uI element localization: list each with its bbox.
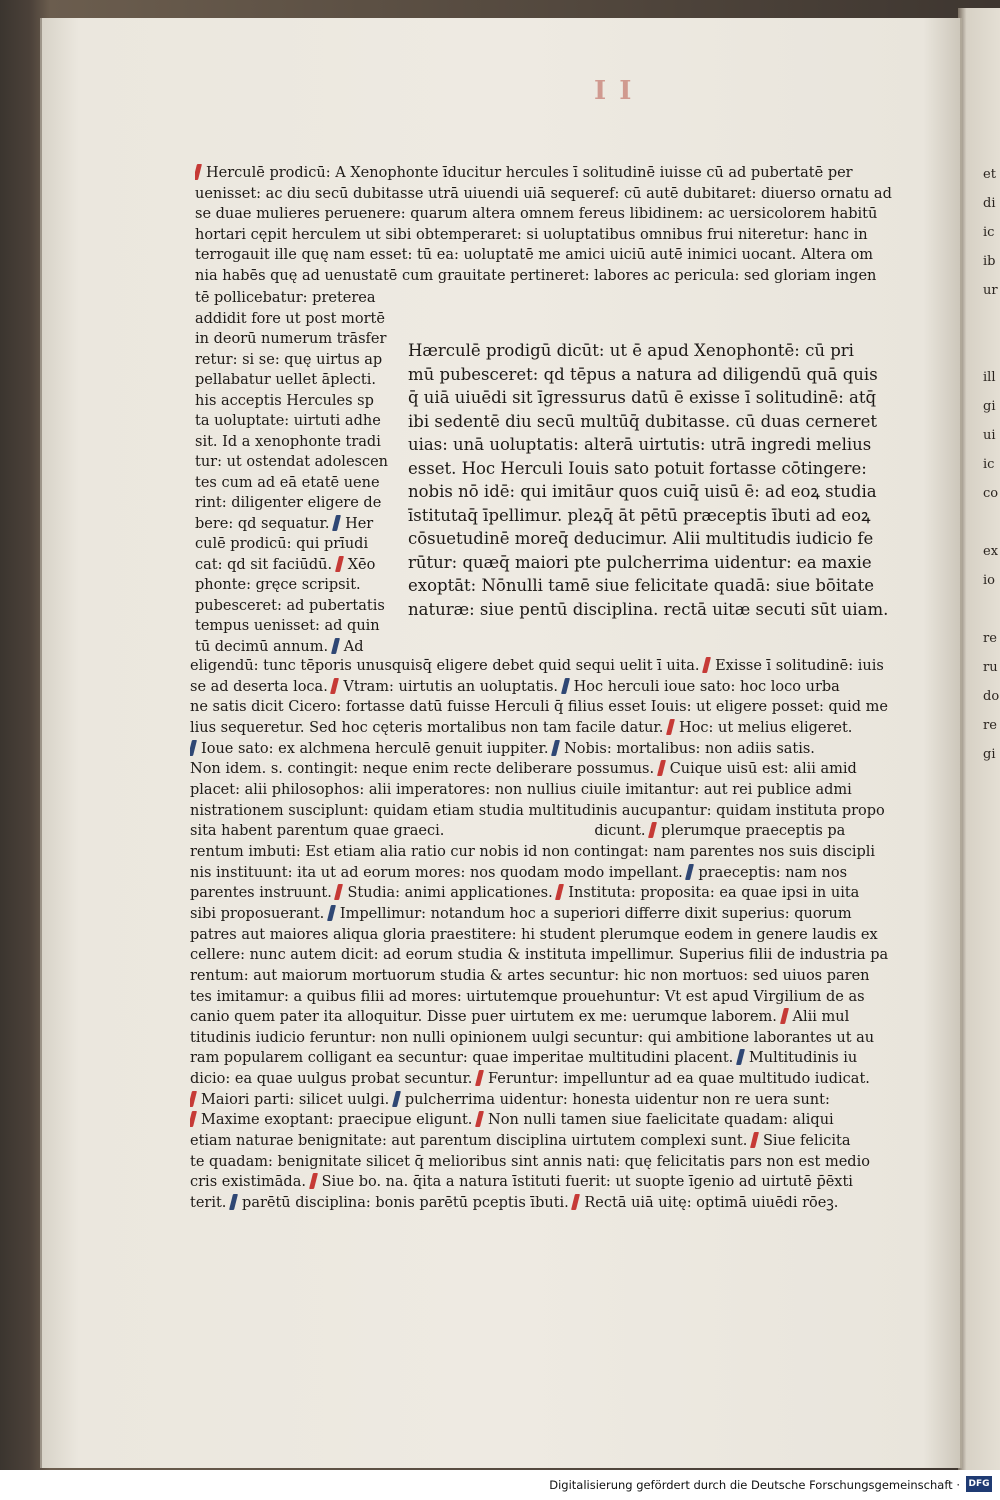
- text-line: titudinis iudicio feruntur: non nulli opinionem uulgi secuntur: qui ambitione laborantes ut au: [190, 1029, 875, 1046]
- red-paragraph-mark-icon: [195, 164, 202, 180]
- text-line: ta uoluptate: uirtuti adhe: [195, 413, 381, 429]
- digitization-credit: Digitalisierung gefördert durch die Deutsche Forschungsgemeinschaft ·: [549, 1478, 960, 1492]
- blue-paragraph-mark-icon: [685, 864, 694, 880]
- text-line: eligendū: tunc tēporis unusquisq̄ eligere debet quid sequi uelit ī uita. Exisse ī solitudinē: iuis: [190, 658, 884, 674]
- red-paragraph-mark-icon: [571, 1194, 580, 1210]
- text-line: rint: diligenter eligere de: [195, 495, 382, 511]
- text-line: nistrationem susciplunt: quidam etiam studia multitudinis aucupantur: quidam instituta propo: [190, 802, 885, 819]
- blue-paragraph-mark-icon: [736, 1049, 745, 1065]
- text-line: etiam naturae benignitate: aut parentum disciplina uirtutem complexi sunt. Siue felicita: [190, 1133, 851, 1150]
- red-paragraph-mark-icon: [475, 1070, 484, 1086]
- text-line: retur: si se: quę uirtus ap: [195, 351, 383, 368]
- text-line: sibi proposuerant. Impellimur: notandum hoc a superiori differre dixit superius: quorum: [190, 905, 852, 922]
- text-line: se duae mulieres peruenere: quarum altera omnem fereus libidinem: ac uersicolorem habitū: [195, 206, 878, 223]
- commentary-left-column: [195, 288, 388, 657]
- text-line: hortari cępit herculem ut sibi obtemperaret: si uoluptatibus omnibus frui niteretur: hanc in: [195, 226, 868, 243]
- text-line: ne satis dicit Cicero: fortasse datū fuisse Herculi q̄ filius esset Iouis: ut eligere posset: quid me: [190, 699, 888, 716]
- text-line: Maiori parti: silicet uulgi. pulcherrima uidentur: honesta uidentur non re uera sunt:: [190, 1090, 888, 1111]
- text-line: nobis nō idē: qui imitāur quos cuiq̄ uisū ē: ad eoꝝ studia: [408, 482, 877, 501]
- text-line: in deorū numerum trāsfer: [195, 331, 387, 347]
- red-paragraph-mark-icon: [555, 884, 564, 900]
- text-line: placet: alii philosophos: alii imperatores: non nullius ciuile imitantur: aut rei publice admi: [190, 781, 852, 798]
- text-line: terit. parētū disciplina: bonis parētū pceptis ībuti. Rectā uiā uitę: optimā uiuēdi rōeꝫ.: [190, 1195, 839, 1212]
- blue-paragraph-mark-icon: [561, 678, 570, 694]
- red-paragraph-mark-icon: [190, 1111, 197, 1127]
- red-paragraph-mark-icon: [702, 657, 711, 673]
- facing-page-text: et di ic ib ur ill gi ui ic co ex io re ru do re gi: [983, 167, 1000, 762]
- text-line: nia habēs quę ad uenustatē cum grauitate pertineret: labores ac pericula: sed gloriam ingen: [195, 267, 877, 284]
- text-line: tes imitamur: a quibus filii ad mores: uirtutemque prouehuntur: Vt est apud Virgilium de as: [190, 988, 865, 1005]
- text-line: culē prodicū: qui prīudi: [195, 536, 369, 552]
- blue-paragraph-mark-icon: [331, 638, 340, 654]
- blue-paragraph-mark-icon: [327, 905, 336, 921]
- text-line: patres aut maiores aliqua gloria praestitere: hi student plerumque eodem in genere laudis ex: [190, 926, 878, 943]
- red-paragraph-mark-icon: [330, 678, 339, 694]
- text-line: tes cum ad eā etatē uene: [195, 474, 380, 491]
- text-line: terrogauit ille quę nam esset: tū ea: uoluptatē me amici uiciū autē inimici uocant. Altera om: [195, 247, 874, 264]
- text-line: Herculē prodicū: A Xenophonte īducitur hercules ī solitudinē iuisse cū ad pubertatē per: [195, 163, 892, 184]
- text-line: sita habent parentum quae graeci. dicunt. plerumque praeceptis pa: [190, 823, 846, 840]
- text-line: ibi sedentē diu secū multūq̄ dubitasse. cū duas cerneret: [408, 411, 877, 431]
- text-line: nis instituunt: ita ut ad eorum mores: nos quodam modo impellant. praeceptis: nam nos: [190, 864, 848, 881]
- red-paragraph-mark-icon: [750, 1132, 759, 1148]
- text-line: cris existimāda. Siue bo. na. q̄ita a natura īstituti fuerit: ut suopte īgenio ad uirtutē p̄ēxti: [190, 1174, 853, 1191]
- red-paragraph-mark-icon: [666, 719, 675, 735]
- text-line: pellabatur uellet āplecti.: [195, 372, 376, 388]
- text-line: mū pubesceret: qd tēpus a natura ad diligendū quā quis: [408, 364, 878, 384]
- text-line: Maxime exoptant: praecipue eligunt. Non nulli tamen siue faelicitate quadam: aliqui: [190, 1110, 888, 1131]
- text-line: parentes instruunt. Studia: animi applicationes. Instituta: proposita: ea quae ipsi in uita: [190, 885, 860, 902]
- text-line: lius sequeretur. Sed hoc cęteris mortalibus non tam facile datur. Hoc: ut melius eligeret.: [190, 719, 853, 736]
- text-line: rentum imbuti: Est etiam alia ratio cur nobis id non contingat: nam parentes nos suis discipli: [190, 843, 876, 860]
- text-line: īstitutaq̄ īpellimur. pleꝝq̄ āt pētū præceptis ībuti ad eoꝝ: [408, 505, 871, 525]
- red-paragraph-mark-icon: [648, 822, 657, 838]
- red-paragraph-mark-icon: [334, 884, 343, 900]
- text-line: phonte: gręce scripsit.: [195, 577, 361, 593]
- text-line: te quadam: benignitate silicet q̄ melioribus sint annis nati: quę felicitatis pars non est medio: [190, 1153, 870, 1170]
- blue-paragraph-mark-icon: [190, 740, 197, 756]
- text-line: naturæ: siue pentū disciplina. rectā uitæ secuti sūt uiam.: [408, 599, 889, 619]
- text-line: his acceptis Hercules sp: [195, 392, 374, 409]
- red-paragraph-mark-icon: [335, 556, 344, 572]
- red-paragraph-mark-icon: [657, 760, 666, 776]
- text-line: esset. Hoc Herculi Iouis sato potuit fortasse cōtingere:: [408, 458, 867, 478]
- text-line: tur: ut ostendat adolescen: [195, 454, 389, 470]
- text-line: pubesceret: ad pubertatis: [195, 597, 385, 614]
- red-paragraph-mark-icon: [475, 1111, 484, 1127]
- text-line: uenisset: ac diu secū dubitasse utrā uiuendi uiā sequeref: cū autē dubitaret: diuerso ornatu ad: [195, 185, 892, 202]
- blue-paragraph-mark-icon: [229, 1194, 238, 1210]
- footer-bar: [0, 1470, 1000, 1500]
- text-line: se ad deserta loca. Vtram: uirtutis an uoluptatis. Hoc herculi ioue sato: hoc loco urba: [190, 678, 840, 695]
- text-line: sit. Id a xenophonte tradi: [195, 433, 381, 450]
- red-paragraph-mark-icon: [309, 1173, 318, 1189]
- dfg-logo: DFG: [966, 1476, 992, 1492]
- text-line: Ioue sato: ex alchmena herculē genuit iuppiter. Nobis: mortalibus: non adiis satis.: [190, 739, 888, 760]
- main-text-column: [408, 339, 888, 621]
- text-line: tē pollicebatur: preterea: [195, 290, 376, 306]
- text-line: tempus uenisset: ad quin: [195, 618, 380, 634]
- text-line: cat: qd sit faciūdū. Xēo: [195, 556, 376, 573]
- blue-paragraph-mark-icon: [551, 740, 560, 756]
- text-line: Non idem. s. contingit: neque enim recte deliberare possumus. Cuique uisū est: alii amid: [190, 761, 857, 778]
- commentary-top: [195, 163, 892, 287]
- folio-mark: I I: [594, 76, 634, 106]
- red-paragraph-mark-icon: [190, 1091, 197, 1107]
- text-line: q̄ uiā uiuēdi sit īgressurus datū ē exisse ī solitudinē: atq̄: [408, 388, 877, 407]
- text-line: exoptāt: Nōnulli tamē siue felicitate quadā: siue bōitate: [408, 576, 874, 595]
- commentary-lower: [190, 656, 888, 1214]
- text-line: rūtur: quæq̄ maiori pte pulcherrima uidentur: ea maxie: [408, 552, 872, 572]
- text-line: ram popularem colligant ea secuntur: quae imperitae multitudini placent. Multitudinis iu: [190, 1050, 858, 1067]
- text-line: Hærculē prodigū dicūt: ut ē apud Xenophontē: cū pri: [408, 341, 854, 360]
- text-line: uias: unā uoluptatis: alterā uirtutis: utrā ingredi melius: [408, 435, 872, 454]
- text-line: cellere: nunc autem dicit: ad eorum studia & instituta impellimur. Superius filii de industria pa: [190, 947, 889, 964]
- text-line: addidit fore ut post mortē: [195, 310, 385, 327]
- text-line: bere: qd sequatur. Her: [195, 515, 374, 532]
- text-line: canio quem pater ita alloquitur. Disse puer uirtutem ex me: uerumque laborem. Alii mul: [190, 1009, 850, 1026]
- text-line: rentum: aut maiorum mortuorum studia & artes secuntur: hic non mortuos: sed uiuos paren: [190, 967, 870, 984]
- blue-paragraph-mark-icon: [332, 515, 341, 531]
- text-line: dicio: ea quae uulgus probat secuntur. Feruntur: impelluntur ad ea quae multitudo iudicat.: [190, 1071, 870, 1088]
- red-paragraph-mark-icon: [780, 1008, 789, 1024]
- blue-paragraph-mark-icon: [392, 1091, 401, 1107]
- text-line: cōsuetudinē moreq̄ deducimur. Alii multitudis iudicio fe: [408, 529, 874, 548]
- text-line: tū decimū annum. Ad: [195, 638, 364, 655]
